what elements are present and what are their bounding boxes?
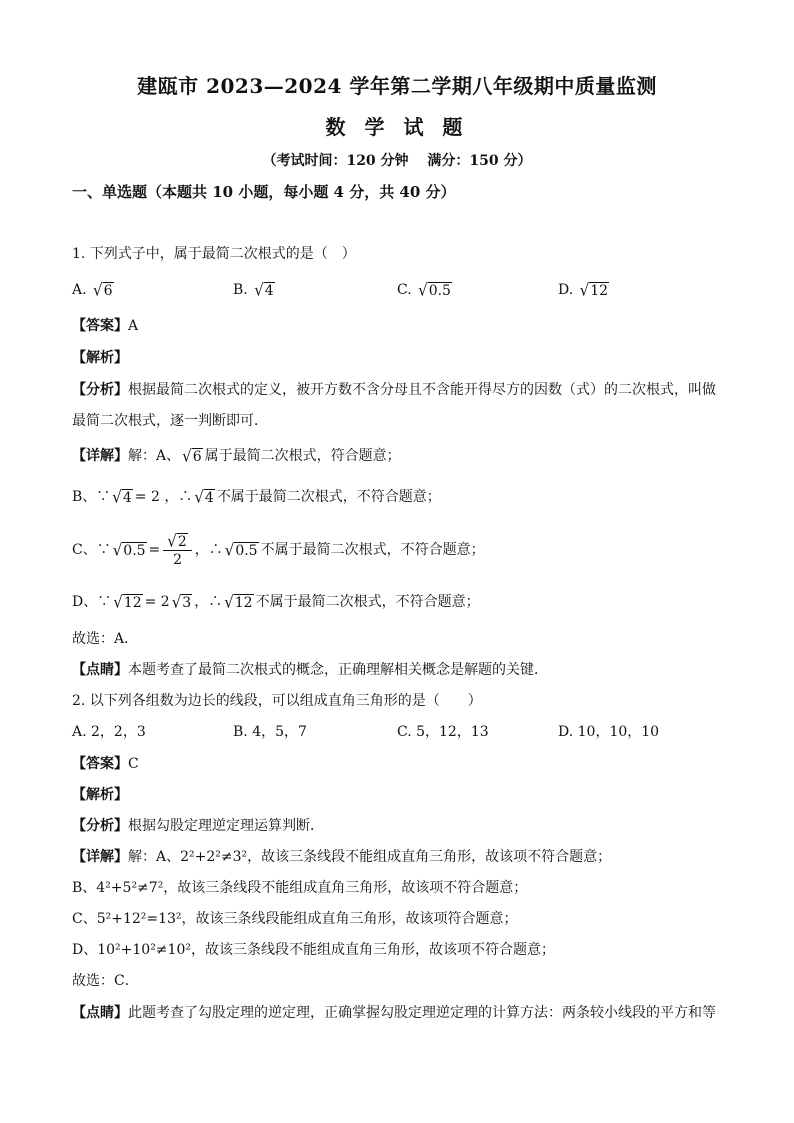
q1-detail-c: C、∵ √ 0.5 = √ 2 2 ，∴ √ 0.5 不属于最简二次根式，不符合题意； bbox=[72, 530, 485, 568]
q2-option-d: D. 10，10，10 bbox=[558, 724, 660, 740]
q1-stem: 1. 下列式子中，属于最简二次根式的是（ ） bbox=[72, 246, 356, 262]
q1-option-d: D. √ 12 bbox=[558, 280, 609, 300]
q1-answer: 【答案】A bbox=[72, 318, 139, 334]
fraction: √ 2 2 bbox=[163, 532, 191, 569]
sqrt-symbol: √ 0.5 bbox=[224, 540, 258, 560]
subject-title: 数 学 试 题 bbox=[325, 115, 469, 139]
sqrt-symbol: √ 12 bbox=[224, 592, 253, 612]
exam-title: 建瓯市 2023—2024 学年第二学期八年级期中质量监测 bbox=[137, 74, 657, 98]
q2-option-a: A. 2，2，3 bbox=[72, 724, 146, 740]
q1-detail-b: B、∵ √ 4 = 2 ，∴ √ 4 不属于最简二次根式，不符合题意； bbox=[72, 487, 441, 507]
q1-detail-a: 【详解】解：A、 √ 6 属于最简二次根式，符合题意； bbox=[72, 446, 401, 466]
q2-detail-b: B、4²+5²≠7²，故该三条线段不能组成直角三角形，故该项不符合题意； bbox=[72, 880, 528, 896]
q2-detail-a: 【详解】解：A、2²+2²≠3²，故该三条线段不能组成直角三角形，故该项不符合题意； bbox=[72, 849, 612, 865]
q1-fenxi-cont: 最简二次根式，逐一判断即可． bbox=[72, 413, 268, 429]
q2-fenxi: 【分析】根据勾股定理逆定理运算判断． bbox=[72, 818, 324, 834]
exam-info: （考试时间：120 分钟 满分：150 分） bbox=[262, 153, 532, 169]
q1-option-c: C. √ 0.5 bbox=[397, 280, 451, 300]
sqrt-symbol: √ 2 bbox=[167, 530, 187, 551]
q2-option-b: B. 4，5，7 bbox=[233, 724, 307, 740]
q1-option-a: A. √ 6 bbox=[72, 280, 113, 300]
q1-analysis-tag: 【解析】 bbox=[72, 350, 128, 366]
q1-option-b: B. √ 4 bbox=[233, 280, 274, 300]
q2-stem: 2. 以下列各组数为边长的线段，可以组成直角三角形的是（ ） bbox=[72, 693, 482, 709]
q2-analysis-tag: 【解析】 bbox=[72, 787, 128, 803]
q2-choose: 故选：C． bbox=[72, 973, 139, 989]
sqrt-symbol: √ 12 bbox=[579, 280, 609, 300]
q2-comment: 【点睛】此题考查了勾股定理的逆定理，正确掌握勾股定理逆定理的计算方法：两条较小线段的平方和等 bbox=[72, 1005, 716, 1021]
q1-choose: 故选：A． bbox=[72, 631, 139, 647]
q1-detail-d: D、∵ √ 12 = 2 √ 3 ，∴ √ 12 不属于最简二次根式，不符合题意； bbox=[72, 592, 480, 612]
sqrt-symbol: √ 0.5 bbox=[112, 540, 146, 560]
sqrt-symbol: √ 4 bbox=[112, 487, 132, 507]
sqrt-symbol: √ 0.5 bbox=[418, 280, 451, 300]
sqrt-symbol: √ 12 bbox=[113, 592, 142, 612]
sqrt-symbol: √ 4 bbox=[254, 280, 274, 300]
q2-option-c: C. 5，12，13 bbox=[397, 724, 489, 740]
q2-detail-d: D、10²+10²≠10²，故该三条线段不能组成直角三角形，故该项不符合题意； bbox=[72, 942, 555, 958]
sqrt-symbol: √ 6 bbox=[182, 446, 202, 466]
section-heading: 一、单选题（本题共 10 小题，每小题 4 分，共 40 分） bbox=[72, 183, 456, 201]
q2-answer: 【答案】C bbox=[72, 756, 139, 772]
q1-fenxi: 【分析】根据最简二次根式的定义，被开方数不含分母且不含能开得尽方的因数（式）的二次根式，叫做 bbox=[72, 382, 716, 398]
sqrt-symbol: √ 4 bbox=[194, 487, 214, 507]
q2-detail-c: C、5²+12²=13²，故该三条线段能组成直角三角形，故该项符合题意； bbox=[72, 911, 518, 927]
sqrt-symbol: √ 6 bbox=[93, 280, 113, 300]
sqrt-symbol: √ 3 bbox=[171, 592, 192, 612]
q1-comment: 【点睛】本题考查了最简二次根式的概念，正确理解相关概念是解题的关键． bbox=[72, 662, 548, 678]
